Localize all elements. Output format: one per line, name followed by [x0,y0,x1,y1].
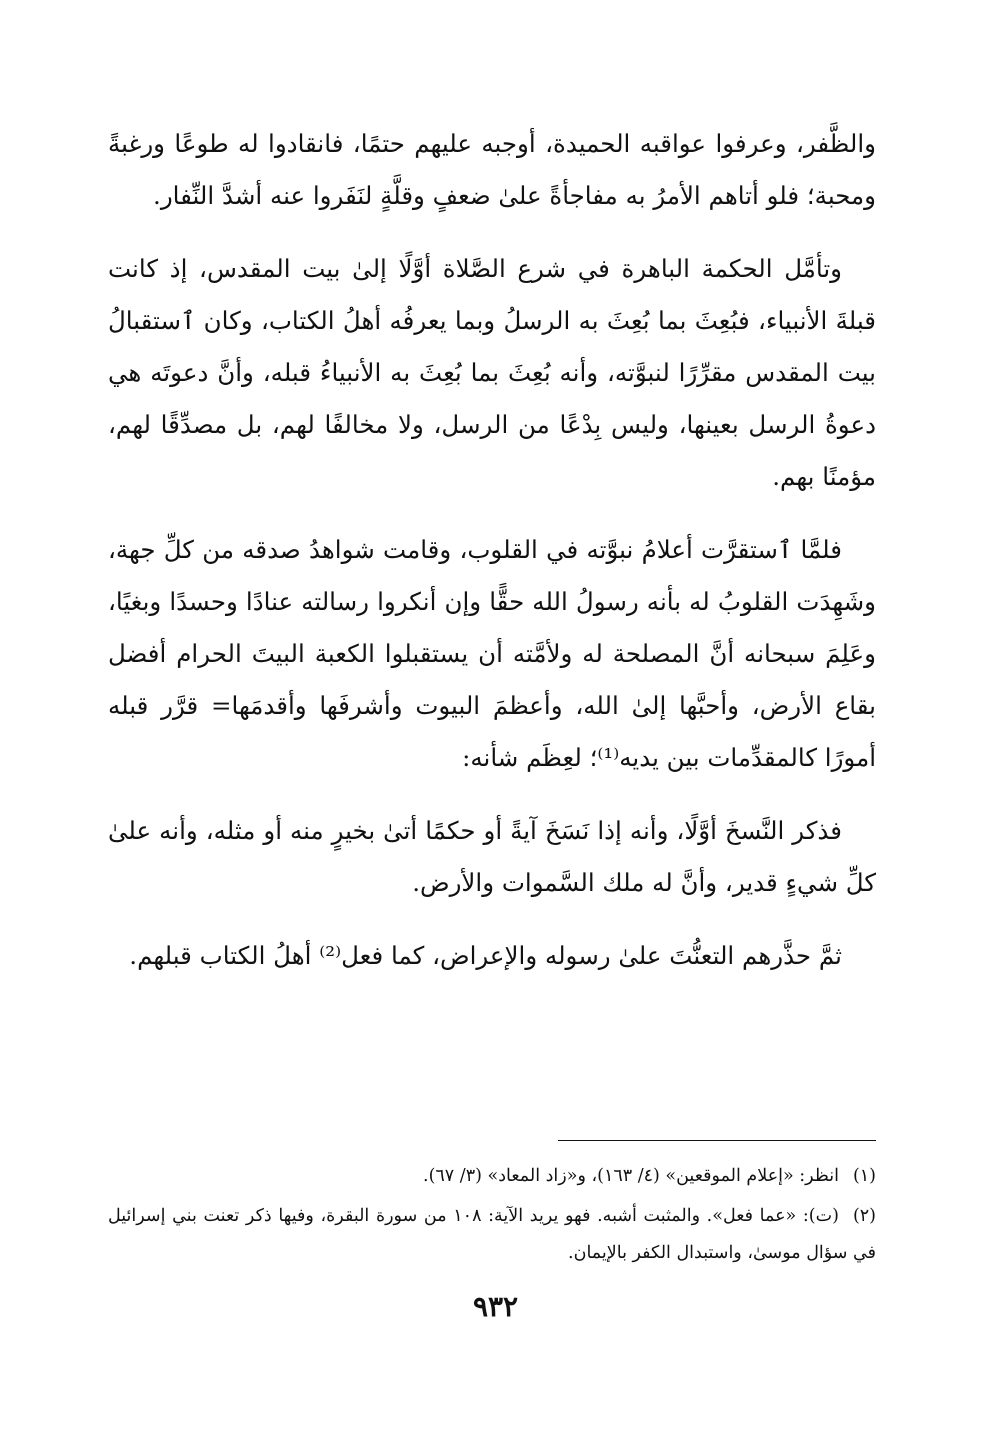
main-text [108,118,876,1003]
footnote-text: انظر: «إعلام الموقعين» (٤/ ١٦٣)، و«زاد المعاد» (٣/ ٦٧). [423,1166,839,1186]
paragraph-qibla-jerusalem: وتأمَّل الحكمة الباهرة في شرع الصَّلاة أوَّلًا إلىٰ بيت المقدس، إذ كانت قبلةَ الأنبياء، فبُعِثَ بما بُعِثَ به الرسلُ وبما يعرفُه أهلُ الكتاب، وكان ٱستقبالُ بيت المقدس مقرِّرًا لنبوَّته، وأنه بُعِثَ بما بُعِثَ به الأنبياءُ قبله، وأنَّ دعوتَه هي دعوةُ الرسل بعينها، وليس بِدْعًا من الرسل، ولا مخالفًا لهم، بل مصدِّقًا لهم، مؤمنًا بهم. [108,254,876,491]
page-number: ٩٣٢ [472,1290,519,1323]
footnote-item [108,1158,876,1195]
footnote-text: (ت): «عما فعل». والمثبت أشبه. فهو يريد الآية: ١٠٨ من سورة البقرة، وفيها ذكر تعنت بني إسرائيل في سؤال موسىٰ، واستبدال الكفر بالإيمان. [108,1206,876,1263]
footnote-divider [558,1140,876,1141]
footnote-number: (١) [852,1166,876,1186]
paragraph-continuation: والظَّفر، وعرفوا عواقبه الحميدة، أوجبه عليهم حتمًا، فانقادوا له طوعًا ورغبةً ومحبة؛ فلو أتاهم الأمرُ به مفاجأةً علىٰ ضعفٍ وقلَّةٍ لنَفَروا عنه أشدَّ النِّفار. [108,129,876,210]
paragraph-prophethood-established: فلمَّا ٱستقرَّت أعلامُ نبوَّته في القلوب، وقامت شواهدُ صدقه من كلِّ جهة، وشَهِدَت القلوبُ له بأنه رسولُ الله حقًّا وإن أنكروا رسالته عنادًا وحسدًا وبغيًا، وعَلِمَ سبحانه أنَّ المصلحة له ولأمَّته أن يستقبلوا الكعبة البيتَ الحرام أفضل بقاع الأرض، وأحبَّها إلىٰ الله، وأعظمَ البيوت وأشرفَها وأقدمَها= قرَّر قبله أمورًا كالمقدِّمات بين يديه⁽¹⁾؛ لعِظَم شأنه: [108,535,876,772]
footnote-number: (٢) [852,1206,876,1226]
footnote-item [108,1198,876,1272]
paragraph-abrogation: فذكر النَّسخَ أوَّلًا، وأنه إذا نَسَخَ آيةً أو حكمًا أتىٰ بخيرٍ منه أو مثله، وأنه علىٰ كلِّ شيءٍ قدير، وأنَّ له ملك السَّموات والأرض. [108,816,876,897]
paragraph-warning: ثمَّ حذَّرهم التعنُّتَ علىٰ رسوله والإعراض، كما فعل⁽²⁾ أهلُ الكتاب قبلهم. [129,941,842,970]
footnotes [108,1158,876,1275]
